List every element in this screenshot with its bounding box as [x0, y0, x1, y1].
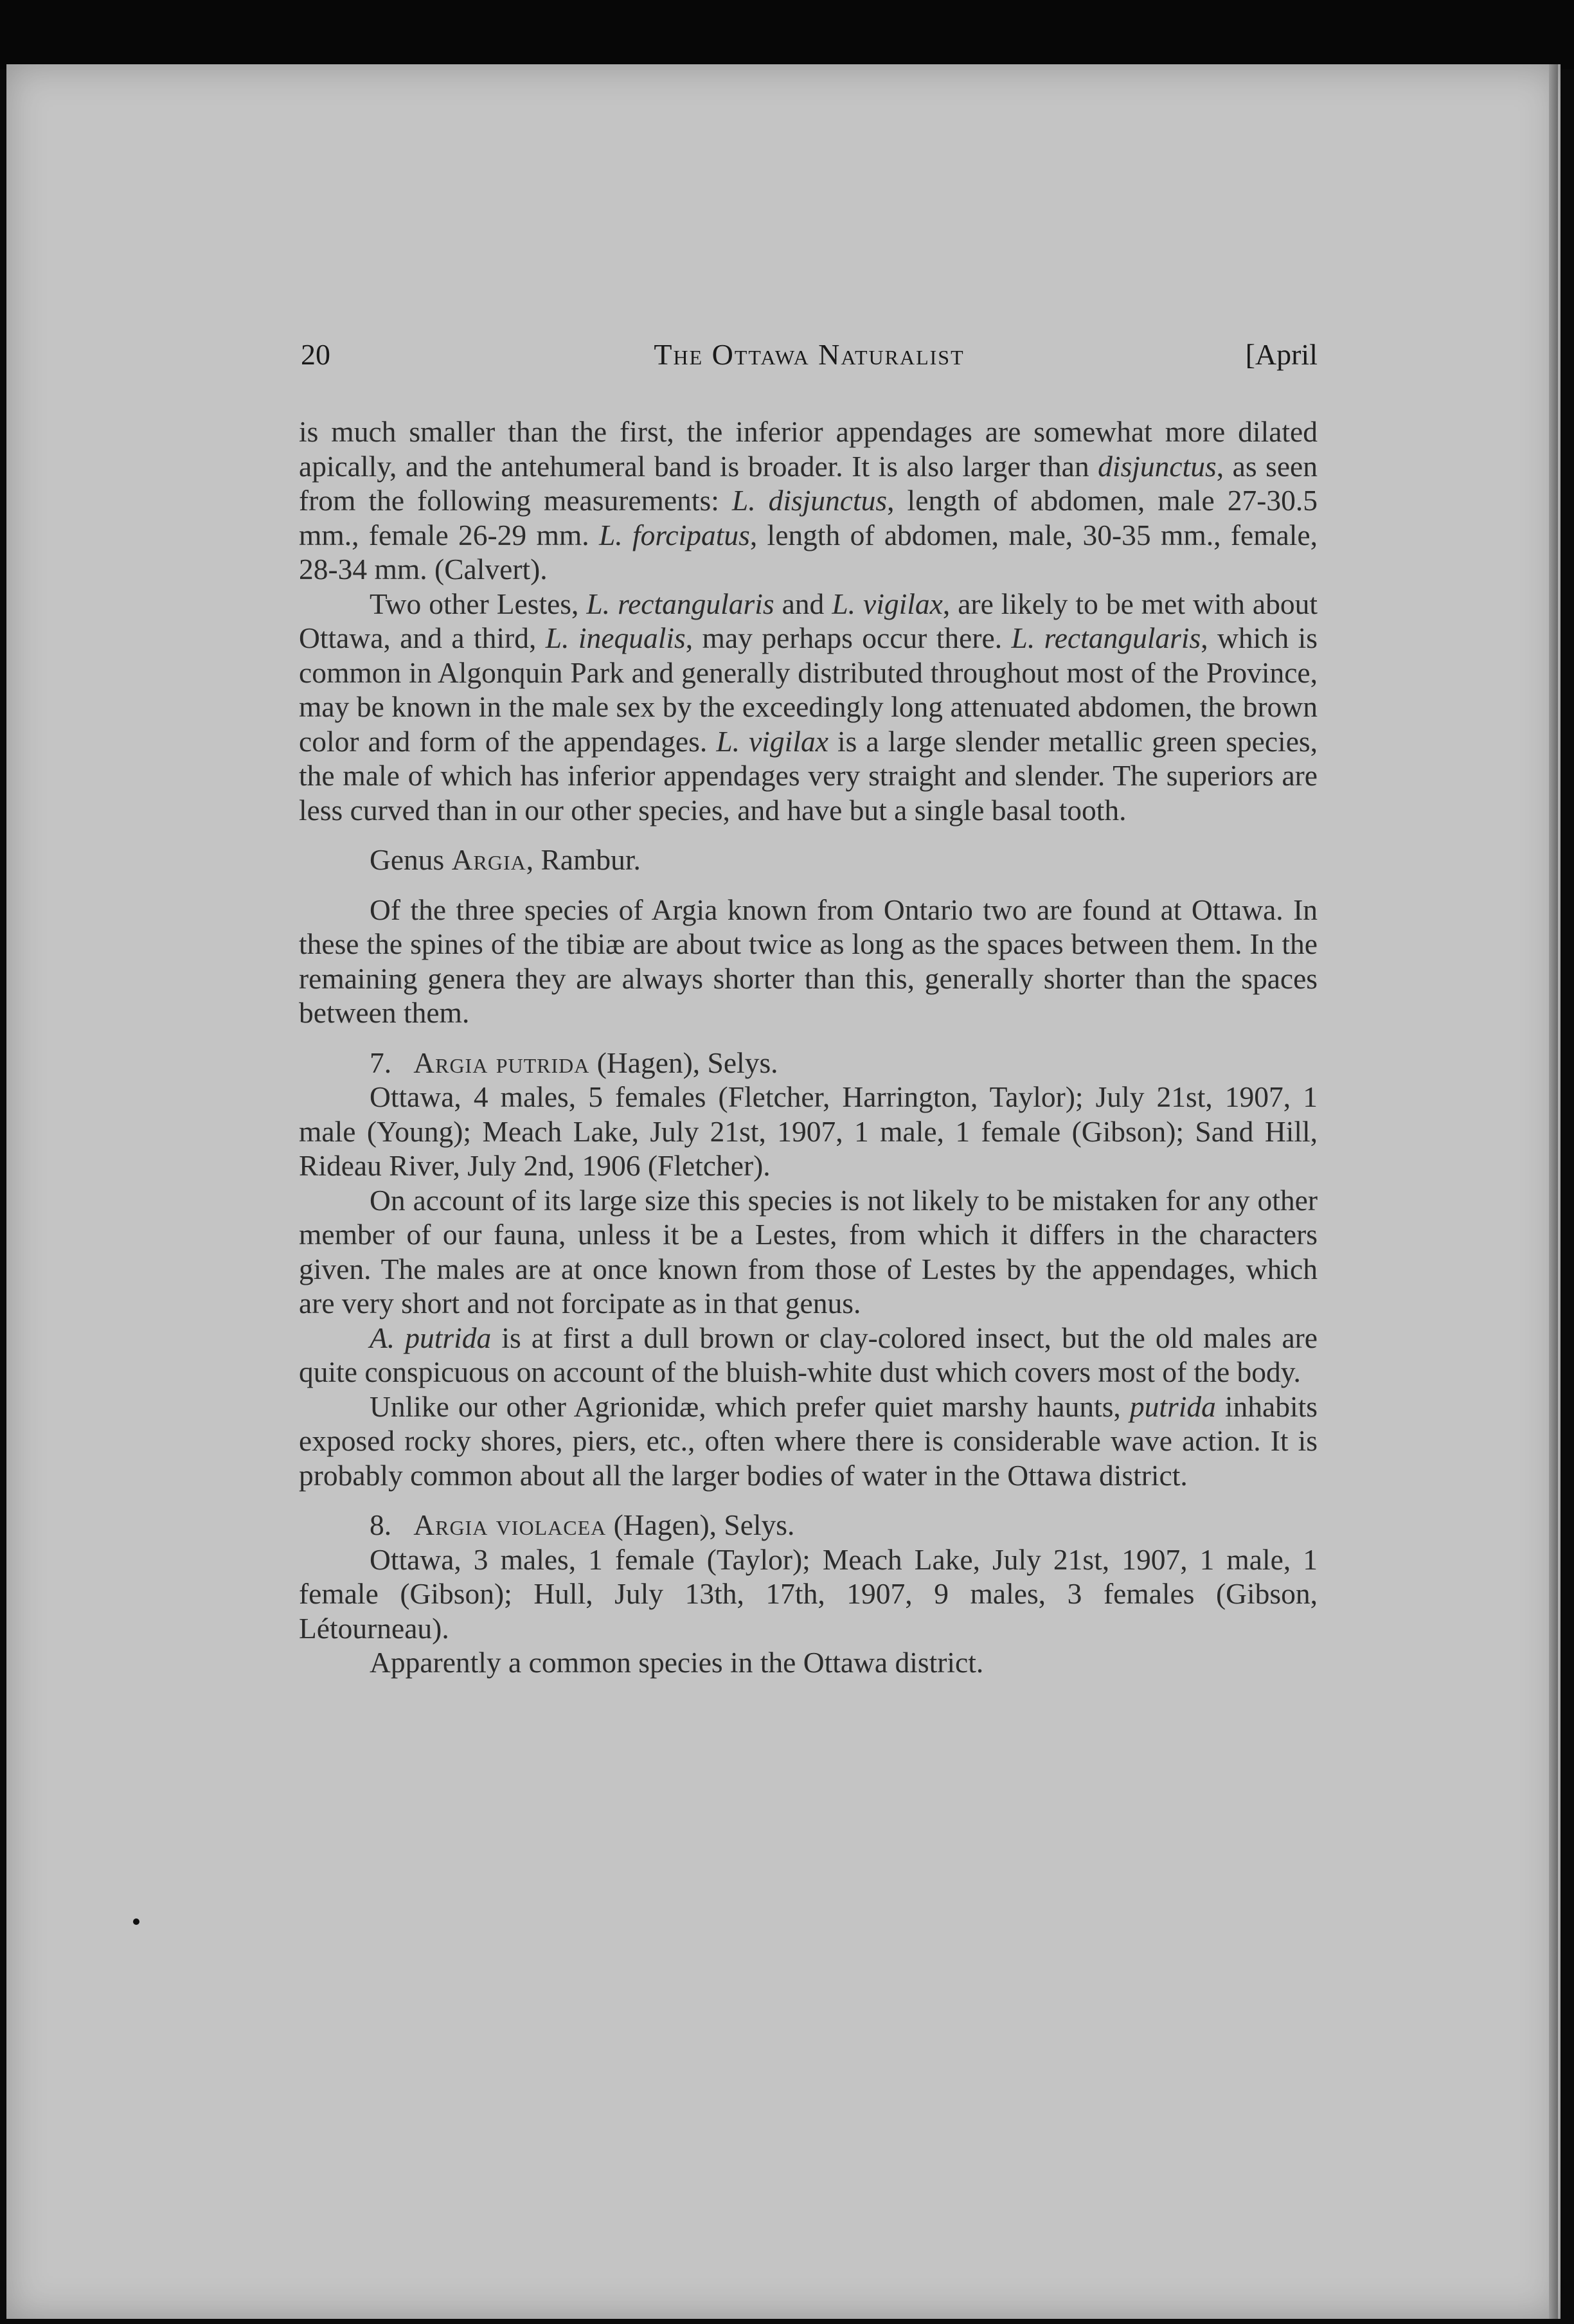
paragraph: Unlike our other Agrionidæ, which prefer quiet marshy haunts, putrida inhabits exposed rocky shores, piers, etc., often where there is considerable wave action. It is probably common about all the larger bodies of water in the Ottawa district. — [299, 1390, 1318, 1492]
margin-mark — [133, 1918, 139, 1925]
paragraph: Ottawa, 4 males, 5 females (Fletcher, Harrington, Taylor); July 21st, 1907, 1 male (Young); Meach Lake, July 21st, 1907, 1 male, 1 female (Gibson); Sand Hill, Rideau River, July 2nd, 1906 (Fletcher). — [299, 1080, 1318, 1182]
species-heading: 7. Argia putrida (Hagen), Selys. — [370, 1046, 778, 1079]
paragraph: A. putrida is at first a dull brown or clay-colored insect, but the old males are quite conspicuous on account of the bluish-white dust which covers most of the body. — [299, 1321, 1318, 1388]
paragraph: On account of its large size this species is not likely to be mistaken for any other member of our fauna, unless it be a Lestes, from which it differs in the characters given. The males are at once known from those of Lestes by the appendages, which are very short and not forcipate as in that genus. — [299, 1183, 1318, 1319]
species-heading: 8. Argia violacea (Hagen), Selys. — [370, 1508, 795, 1541]
body-text — [299, 415, 1318, 1680]
journal-title: The Ottawa Naturalist — [654, 338, 965, 371]
page-number: 20 — [301, 338, 330, 371]
page-edge — [1549, 64, 1558, 2319]
paragraph: Two other Lestes, L. rectangularis and L. vigilax, are likely to be met with about Ottawa, and a third, L. inequalis, may perhaps occur there. L. rectangularis, which is common in Algonquin Park and generally distributed throughout most of the Province, may be known in the male sex by the exceedingly long attenuated abdomen, the brown color and form of the appendages. L. vigilax is a large slender metallic green species, the male of which has inferior appendages very straight and slender. The superiors are less curved than in our other species, and have but a single basal tooth. — [299, 587, 1318, 827]
paragraph: Of the three species of Argia known from Ontario two are found at Ottawa. In these the spines of the tibiæ are about twice as long as the spaces between them. In the remaining genera they are always shorter than this, generally shorter than the spaces between them. — [299, 893, 1318, 1029]
issue-month: [April — [1245, 338, 1318, 371]
paragraph: Apparently a common species in the Ottawa district. — [370, 1646, 984, 1679]
paragraph: is much smaller than the first, the inferior appendages are somewhat more dilated apically, and the antehumeral band is broader. It is also larger than disjunctus, as seen from the following measurements: L. disjunctus, length of abdomen, male 27-30.5 mm., female 26-29 mm. L. forcipatus, length of abdomen, male, 30-35 mm., female, 28-34 mm. (Calvert). — [299, 415, 1318, 585]
running-header — [301, 337, 1318, 382]
scan-border-top — [0, 0, 1574, 69]
paragraph: Ottawa, 3 males, 1 female (Taylor); Meach Lake, July 21st, 1907, 1 male, 1 female (Gibson); Hull, July 13th, 17th, 1907, 9 males, 3 females (Gibson, Létourneau). — [299, 1542, 1318, 1645]
genus-heading: Genus Argia, Rambur. — [370, 843, 641, 876]
